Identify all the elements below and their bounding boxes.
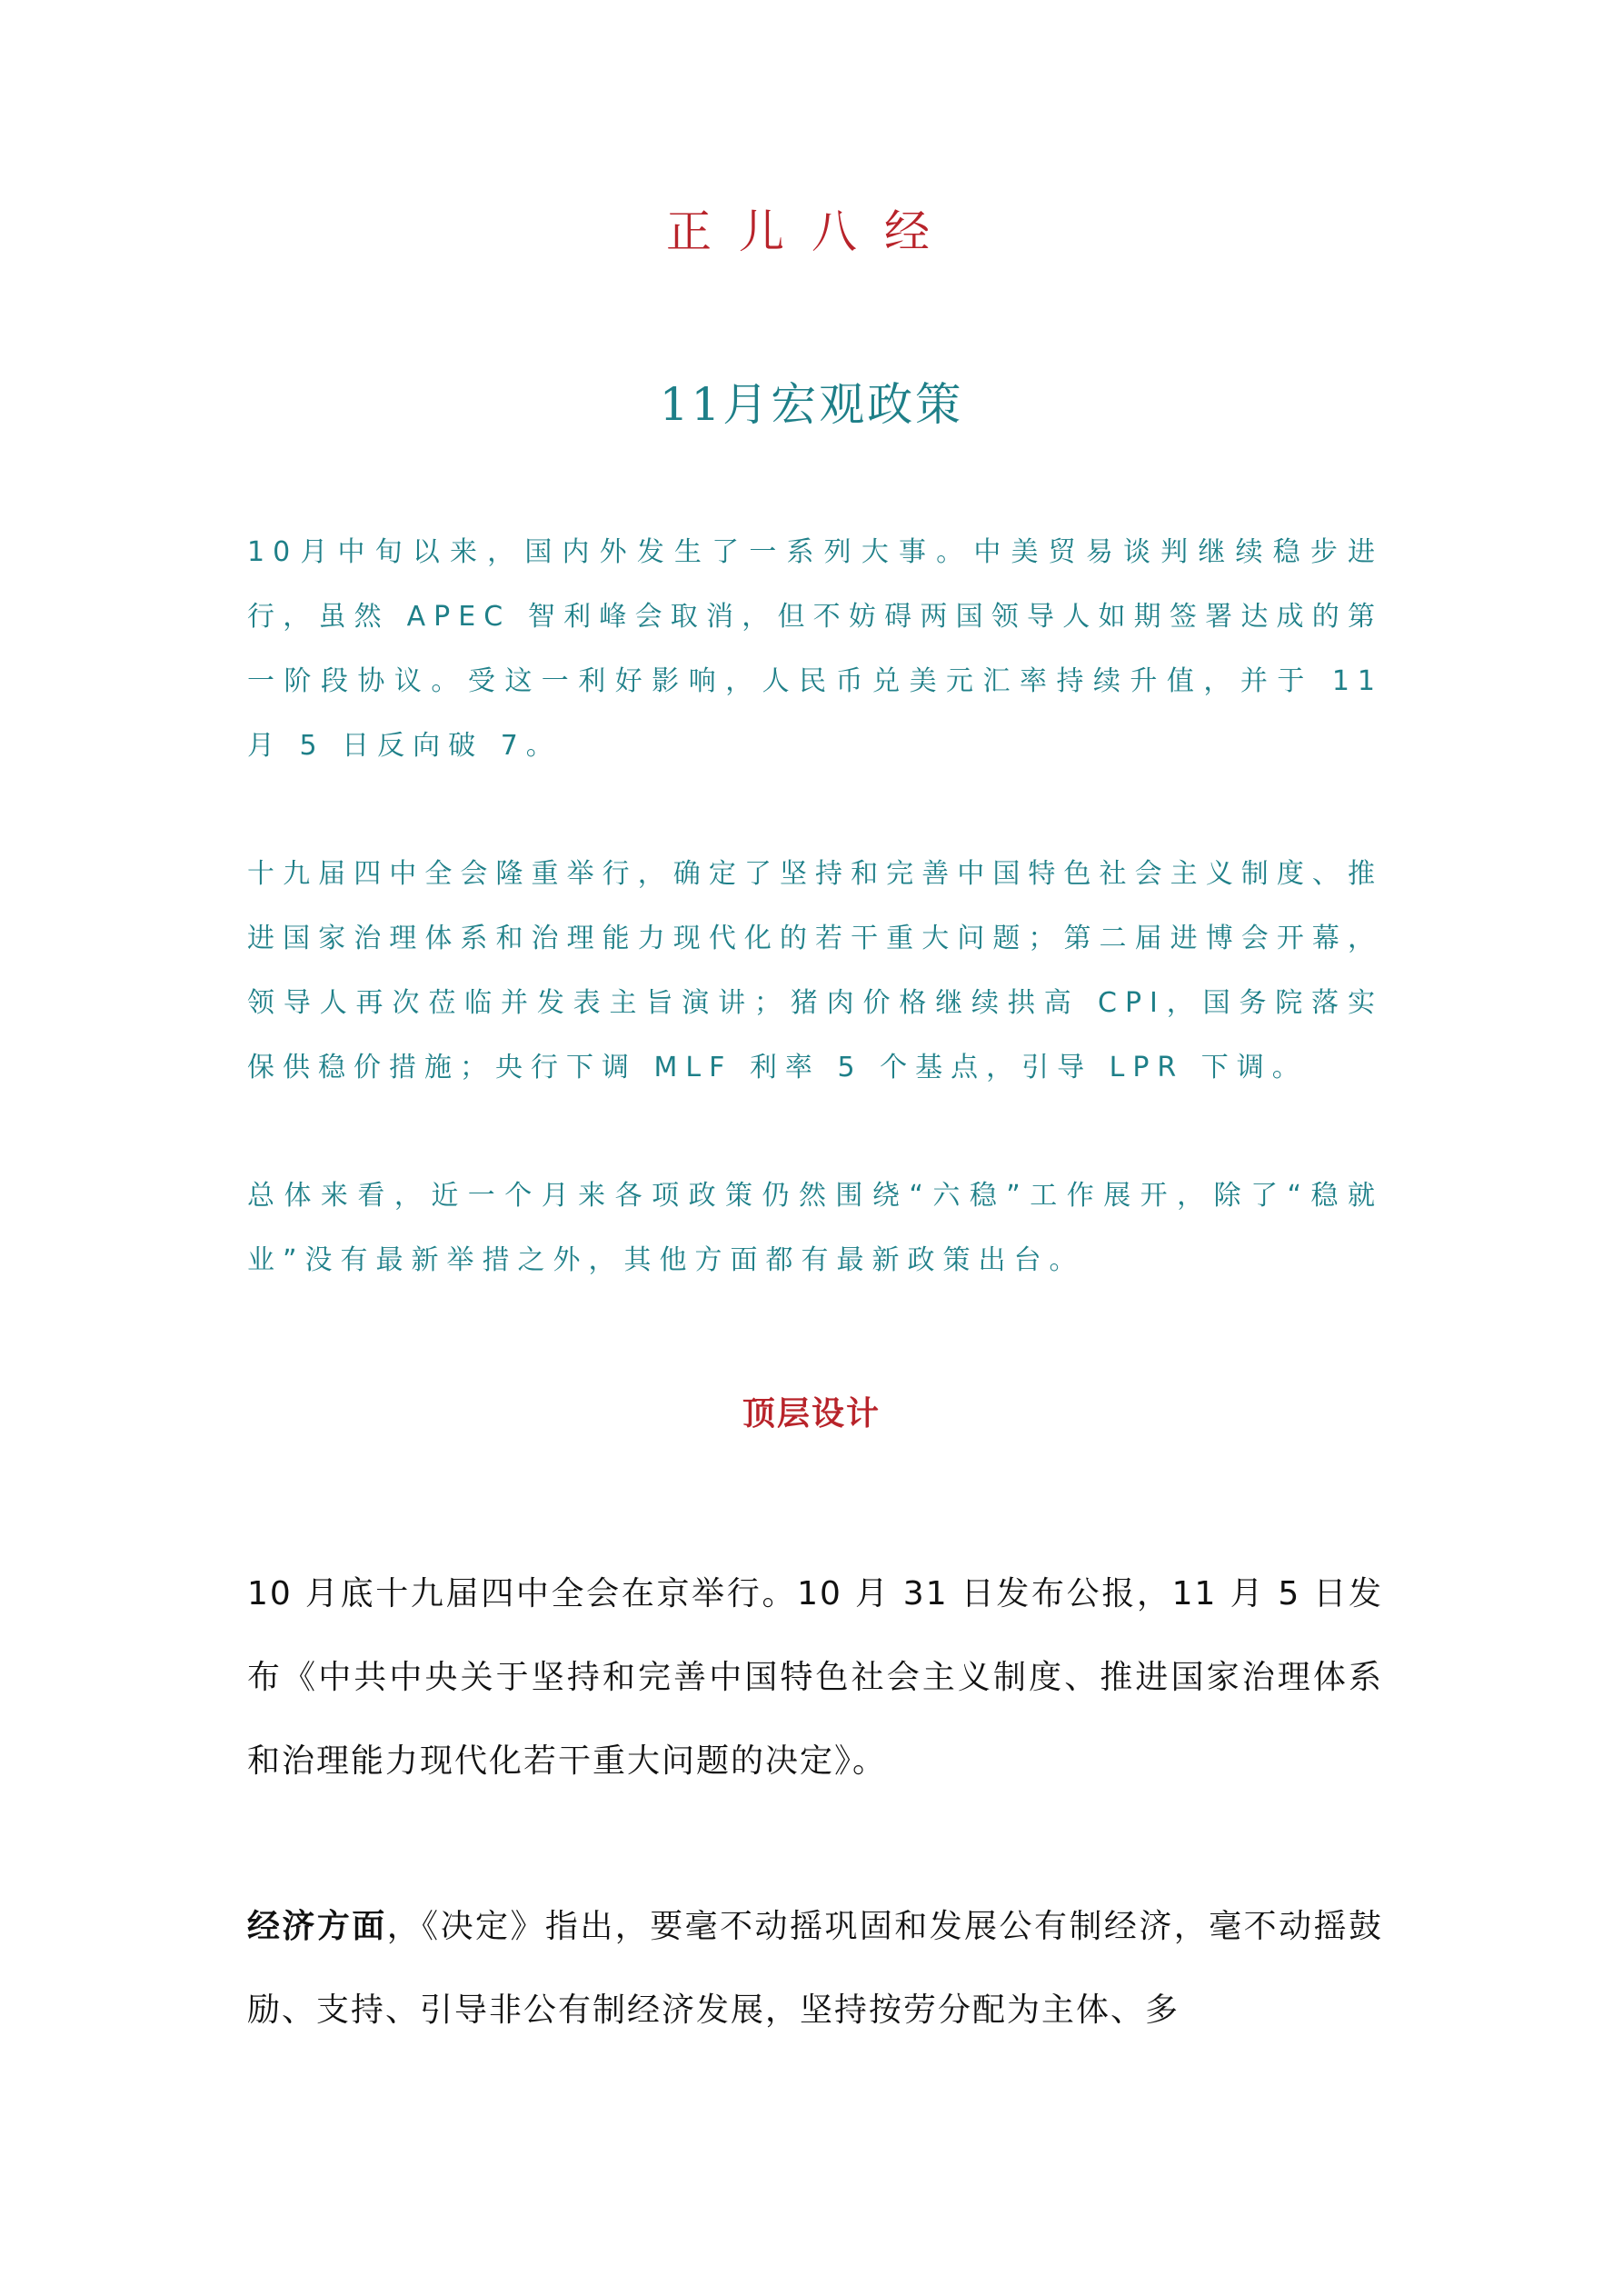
page-title: 11月宏观政策 (659, 378, 964, 431)
paragraph-lead-term: 经济方面 (247, 1908, 387, 1945)
intro-paragraph-2: 十九届四中全会隆重举行，确定了坚持和完善中国特色社会主义制度、推进国家治理体系和治理能力现代化的若干重大问题；第二届进博会开幕，领导人再次莅临并发表主旨演讲；猪肉价格继续拱高 CPI，国务院落实保供稳价措施；央行下调 MLF 利率 5 个基点，引导 LPR 下调。 (247, 858, 1383, 1083)
section-heading: 顶层设计 (742, 1395, 881, 1433)
paragraph-body-text: ，《决定》指出，要毫不动摇巩固和发展公有制经济，毫不动摇鼓励、支持、引导非公有制经济发展，坚持按劳分配为主体、多 (247, 1908, 1383, 2029)
body-paragraph-2 (247, 1885, 1383, 2052)
intro-paragraph-3: 总体来看，近一个月来各项政策仍然围绕“六稳”工作展开，除了“稳就业”没有最新举措之外，其他方面都有最新政策出台。 (247, 1180, 1384, 1276)
body-paragraph-1: 10 月底十九届四中全会在京举行。10 月 31 日发布公报，11 月 5 日发布《中共中央关于坚持和完善中国特色社会主义制度、推进国家治理体系和治理能力现代化若干重大问题的决定》。 (247, 1575, 1383, 1780)
masthead: 正儿八经 (666, 205, 957, 258)
intro-paragraph-1: 10月中旬以来，国内外发生了一系列大事。中美贸易谈判继续稳步进行，虽然 APEC 智利峰会取消，但不妨碍两国领导人如期签署达成的第一阶段协议。受这一利好影响，人民币兑美元汇率持续升值，并于 11 月 5 日反向破 7。 (247, 536, 1383, 762)
